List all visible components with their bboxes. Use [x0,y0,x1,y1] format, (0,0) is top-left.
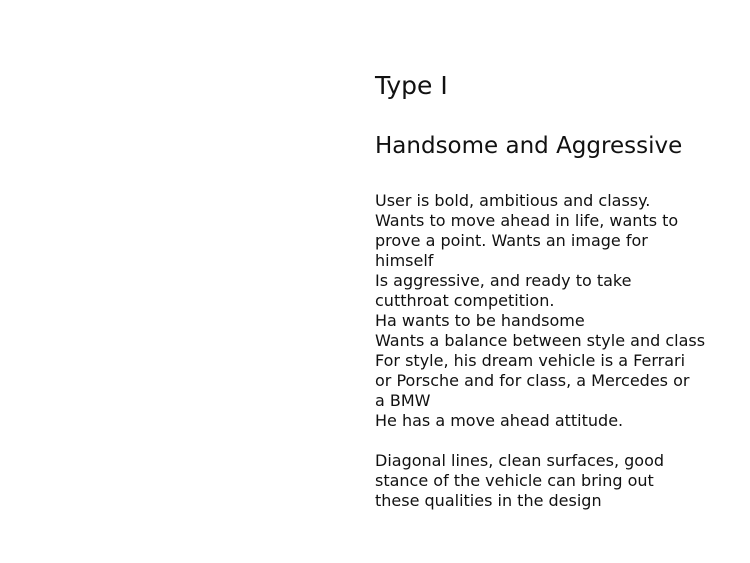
description-line: a BMW [375,391,431,410]
type-subtitle: Handsome and Aggressive [375,133,683,159]
type-title: Type I [375,71,448,100]
user-description-paragraph [375,191,735,431]
design-line: Diagonal lines, clean surfaces, good [375,451,665,470]
description-line: or Porsche and for class, a Mercedes or [375,371,690,390]
description-line: He has a move ahead attitude. [375,411,624,430]
description-line: Is aggressive, and ready to take [375,271,632,290]
design-guidance-paragraph [375,451,735,511]
description-line: Ha wants to be handsome [375,311,585,330]
design-line: these qualities in the design [375,491,602,510]
description-line: For style, his dream vehicle is a Ferrari [375,351,686,370]
description-line: himself [375,251,434,270]
description-line: User is bold, ambitious and classy. [375,191,651,210]
description-line: Wants to move ahead in life, wants to [375,211,679,230]
design-line: stance of the vehicle can bring out [375,471,654,490]
description-line: Wants a balance between style and class [375,331,706,350]
description-line: cutthroat competition. [375,291,555,310]
description-line: prove a point. Wants an image for [375,231,648,250]
